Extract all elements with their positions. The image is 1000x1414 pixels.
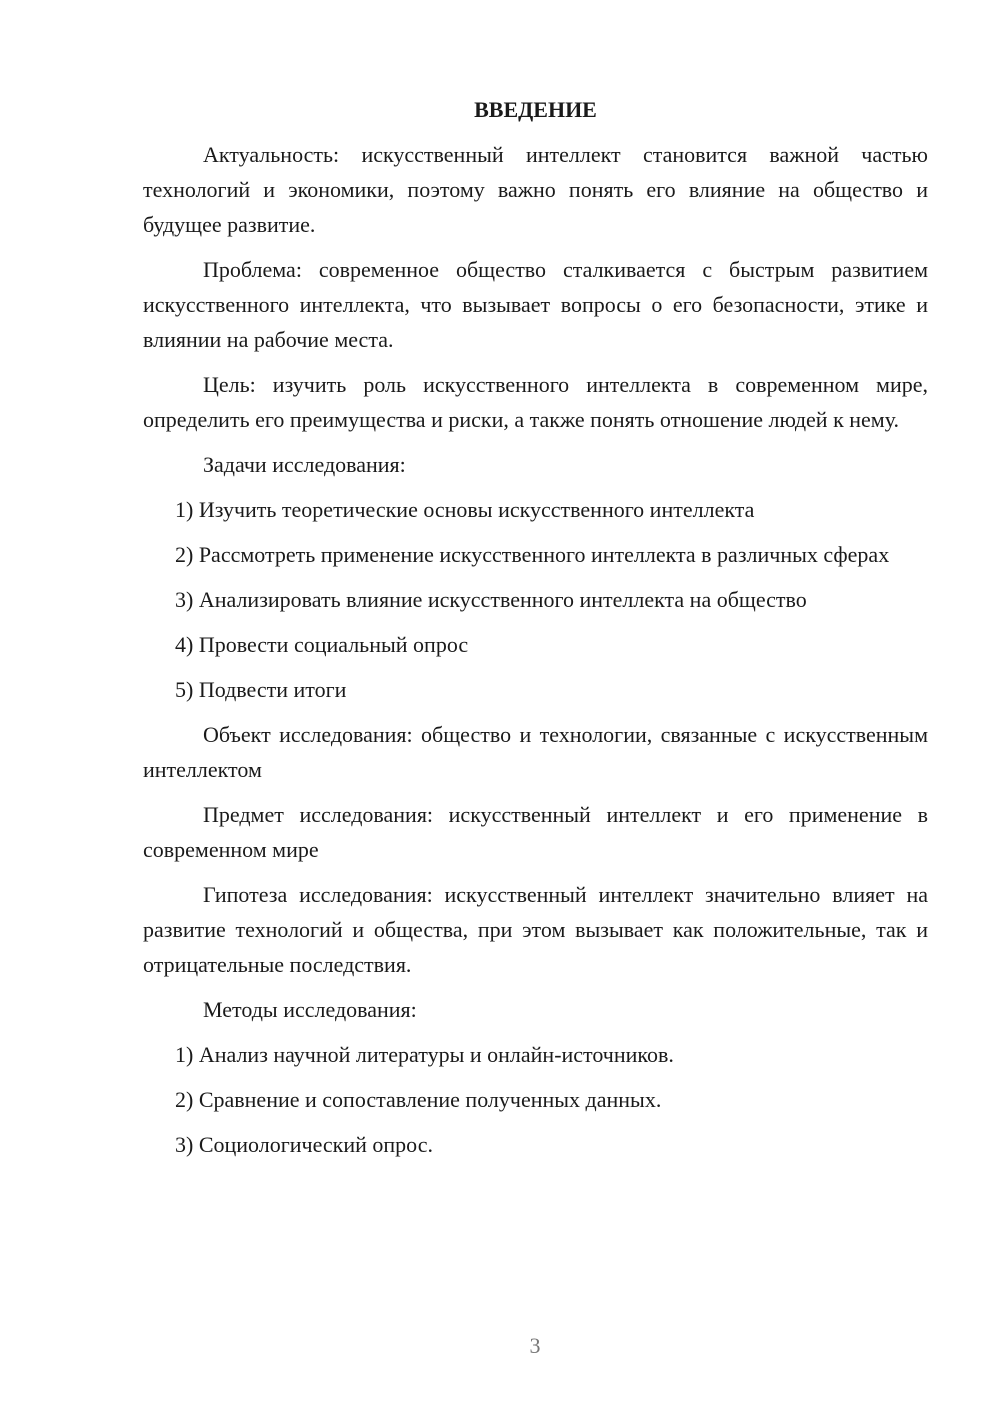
task-item-3: 3) Анализировать влияние искусственного интеллекта на общество: [175, 587, 807, 612]
section-heading: ВВЕДЕНИЕ: [474, 97, 597, 122]
page-number: 3: [529, 1333, 541, 1358]
task-item-5: 5) Подвести итоги: [175, 677, 347, 702]
goal-paragraph: Цель: изучить роль искусственного интеллекта в современном мире, определить его преимущества и риски, а также понять отношение людей к нему.: [143, 372, 928, 432]
hypothesis-paragraph: Гипотеза исследования: искусственный интеллект значительно влияет на развитие технологий и общества, при этом вызывает как положительные, так и отрицательные последствия.: [143, 882, 928, 977]
relevance-paragraph: Актуальность: искусственный интеллект становится важной частью технологий и экономики, поэтому важно понять его влияние на общество и будущее развитие.: [143, 142, 928, 237]
task-item-1: 1) Изучить теоретические основы искусственного интеллекта: [175, 497, 755, 522]
task-item-4: 4) Провести социальный опрос: [175, 632, 469, 657]
method-item-2: 2) Сравнение и сопоставление полученных данных.: [175, 1087, 662, 1112]
task-item-2: 2) Рассмотреть применение искусственного интеллекта в различных сферах: [175, 542, 890, 567]
subject-paragraph: Предмет исследования: искусственный интеллект и его применение в современном мире: [143, 802, 928, 862]
method-item-3: 3) Социологический опрос.: [175, 1132, 433, 1157]
tasks-label: Задачи исследования:: [203, 452, 406, 477]
object-paragraph: Объект исследования: общество и технологии, связанные с искусственным интеллектом: [143, 722, 928, 782]
methods-label: Методы исследования:: [203, 997, 417, 1022]
method-item-1: 1) Анализ научной литературы и онлайн-источников.: [175, 1042, 674, 1067]
problem-paragraph: Проблема: современное общество сталкивается с быстрым развитием искусственного интеллекта, что вызывает вопросы о его безопасности, этике и влиянии на рабочие места.: [143, 257, 928, 352]
document-body: [143, 92, 928, 1172]
